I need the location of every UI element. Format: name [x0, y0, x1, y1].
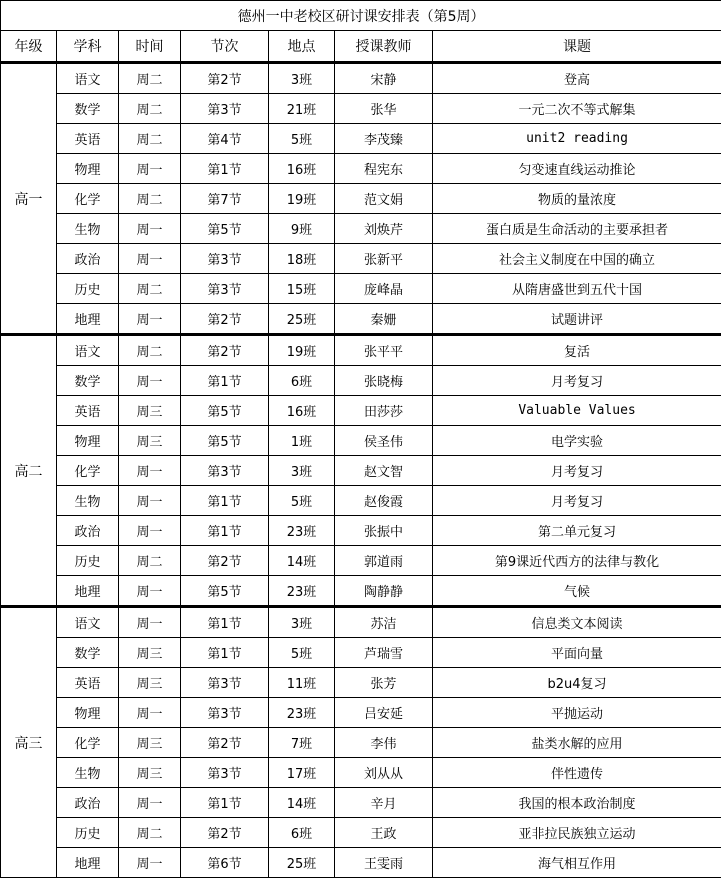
- table-row: [1, 546, 721, 576]
- day-cell: 周一: [119, 244, 181, 274]
- location-cell: 3班: [269, 456, 335, 486]
- table-row: [1, 638, 721, 668]
- subject-cell: 英语: [57, 668, 119, 698]
- location-cell: 5班: [269, 486, 335, 516]
- teacher-cell: 陶静静: [335, 576, 433, 607]
- teacher-cell: 张平平: [335, 335, 433, 366]
- teacher-cell: 程宪东: [335, 154, 433, 184]
- day-cell: 周一: [119, 366, 181, 396]
- period-cell: 第4节: [181, 124, 269, 154]
- topic-cell: 蛋白质是生命活动的主要承担者: [433, 214, 721, 244]
- period-cell: 第3节: [181, 698, 269, 728]
- table-row: [1, 486, 721, 516]
- subject-cell: 生物: [57, 214, 119, 244]
- table-row: [1, 214, 721, 244]
- table-row: [1, 516, 721, 546]
- day-cell: 周一: [119, 607, 181, 638]
- day-cell: 周二: [119, 818, 181, 848]
- day-cell: 周二: [119, 184, 181, 214]
- topic-cell: 第二单元复习: [433, 516, 721, 546]
- location-cell: 7班: [269, 728, 335, 758]
- subject-cell: 英语: [57, 396, 119, 426]
- subject-cell: 数学: [57, 638, 119, 668]
- header-day: 时间: [119, 31, 181, 63]
- day-cell: 周一: [119, 304, 181, 335]
- location-cell: 17班: [269, 758, 335, 788]
- page-title: 德州一中老校区研讨课安排表（第5周）: [1, 1, 721, 31]
- location-cell: 5班: [269, 124, 335, 154]
- topic-cell: b2u4复习: [433, 668, 721, 698]
- subject-cell: 数学: [57, 366, 119, 396]
- location-cell: 23班: [269, 576, 335, 607]
- day-cell: 周三: [119, 638, 181, 668]
- teacher-cell: 王政: [335, 818, 433, 848]
- location-cell: 5班: [269, 638, 335, 668]
- table-row: [1, 426, 721, 456]
- topic-cell: 电学实验: [433, 426, 721, 456]
- topic-cell: 匀变速直线运动推论: [433, 154, 721, 184]
- subject-cell: 生物: [57, 486, 119, 516]
- day-cell: 周一: [119, 214, 181, 244]
- topic-cell: unit2 reading: [433, 124, 721, 154]
- period-cell: 第2节: [181, 335, 269, 366]
- topic-cell: 海气相互作用: [433, 848, 721, 878]
- period-cell: 第3节: [181, 456, 269, 486]
- day-cell: 周一: [119, 154, 181, 184]
- header-subject: 学科: [57, 31, 119, 63]
- location-cell: 3班: [269, 63, 335, 94]
- topic-cell: 一元二次不等式解集: [433, 94, 721, 124]
- topic-cell: 第9课近代西方的法律与教化: [433, 546, 721, 576]
- period-cell: 第1节: [181, 486, 269, 516]
- period-cell: 第3节: [181, 244, 269, 274]
- title-row: [1, 1, 721, 31]
- day-cell: 周二: [119, 63, 181, 94]
- teacher-cell: 刘从从: [335, 758, 433, 788]
- location-cell: 18班: [269, 244, 335, 274]
- location-cell: 6班: [269, 818, 335, 848]
- day-cell: 周一: [119, 788, 181, 818]
- teacher-cell: 秦姗: [335, 304, 433, 335]
- subject-cell: 数学: [57, 94, 119, 124]
- table-row: [1, 304, 721, 335]
- table-row: [1, 94, 721, 124]
- teacher-cell: 李伟: [335, 728, 433, 758]
- topic-cell: 月考复习: [433, 366, 721, 396]
- subject-cell: 化学: [57, 456, 119, 486]
- period-cell: 第2节: [181, 546, 269, 576]
- table-row: [1, 335, 721, 366]
- teacher-cell: 吕安延: [335, 698, 433, 728]
- table-row: [1, 728, 721, 758]
- teacher-cell: 赵文智: [335, 456, 433, 486]
- subject-cell: 化学: [57, 184, 119, 214]
- day-cell: 周三: [119, 728, 181, 758]
- subject-cell: 语文: [57, 335, 119, 366]
- location-cell: 23班: [269, 516, 335, 546]
- subject-cell: 物理: [57, 154, 119, 184]
- table-row: [1, 668, 721, 698]
- location-cell: 25班: [269, 304, 335, 335]
- table-row: [1, 698, 721, 728]
- period-cell: 第5节: [181, 576, 269, 607]
- period-cell: 第5节: [181, 396, 269, 426]
- day-cell: 周一: [119, 848, 181, 878]
- teacher-cell: 赵俊霞: [335, 486, 433, 516]
- grade-cell: 高一: [1, 63, 57, 335]
- table-row: [1, 788, 721, 818]
- table-row: [1, 576, 721, 607]
- subject-cell: 地理: [57, 576, 119, 607]
- period-cell: 第1节: [181, 366, 269, 396]
- teacher-cell: 苏洁: [335, 607, 433, 638]
- teacher-cell: 刘焕芹: [335, 214, 433, 244]
- day-cell: 周三: [119, 668, 181, 698]
- teacher-cell: 侯圣伟: [335, 426, 433, 456]
- topic-cell: 信息类文本阅读: [433, 607, 721, 638]
- table-row: [1, 124, 721, 154]
- subject-cell: 地理: [57, 848, 119, 878]
- location-cell: 9班: [269, 214, 335, 244]
- subject-cell: 地理: [57, 304, 119, 335]
- day-cell: 周二: [119, 335, 181, 366]
- table-row: [1, 184, 721, 214]
- period-cell: 第1节: [181, 788, 269, 818]
- subject-cell: 政治: [57, 244, 119, 274]
- topic-cell: 伴性遗传: [433, 758, 721, 788]
- header-teacher: 授课教师: [335, 31, 433, 63]
- location-cell: 14班: [269, 546, 335, 576]
- day-cell: 周三: [119, 426, 181, 456]
- table-row: [1, 607, 721, 638]
- teacher-cell: 宋静: [335, 63, 433, 94]
- header-period: 节次: [181, 31, 269, 63]
- topic-cell: 平抛运动: [433, 698, 721, 728]
- table-row: [1, 456, 721, 486]
- period-cell: 第1节: [181, 638, 269, 668]
- period-cell: 第2节: [181, 304, 269, 335]
- teacher-cell: 辛月: [335, 788, 433, 818]
- topic-cell: 平面向量: [433, 638, 721, 668]
- teacher-cell: 范文娟: [335, 184, 433, 214]
- period-cell: 第3节: [181, 668, 269, 698]
- topic-cell: 我国的根本政治制度: [433, 788, 721, 818]
- period-cell: 第2节: [181, 818, 269, 848]
- teacher-cell: 张华: [335, 94, 433, 124]
- table-row: [1, 396, 721, 426]
- topic-cell: 从隋唐盛世到五代十国: [433, 274, 721, 304]
- table-row: [1, 848, 721, 878]
- subject-cell: 化学: [57, 728, 119, 758]
- location-cell: 16班: [269, 396, 335, 426]
- teacher-cell: 芦瑞雪: [335, 638, 433, 668]
- grade-cell: 高三: [1, 607, 57, 878]
- period-cell: 第5节: [181, 426, 269, 456]
- grade-cell: 高二: [1, 335, 57, 607]
- period-cell: 第2节: [181, 728, 269, 758]
- location-cell: 11班: [269, 668, 335, 698]
- topic-cell: 气候: [433, 576, 721, 607]
- subject-cell: 历史: [57, 274, 119, 304]
- day-cell: 周一: [119, 698, 181, 728]
- period-cell: 第1节: [181, 607, 269, 638]
- location-cell: 21班: [269, 94, 335, 124]
- topic-cell: 社会主义制度在中国的确立: [433, 244, 721, 274]
- location-cell: 14班: [269, 788, 335, 818]
- subject-cell: 语文: [57, 63, 119, 94]
- period-cell: 第1节: [181, 154, 269, 184]
- table-row: [1, 758, 721, 788]
- teacher-cell: 张振中: [335, 516, 433, 546]
- subject-cell: 物理: [57, 426, 119, 456]
- teacher-cell: 张芳: [335, 668, 433, 698]
- topic-cell: 登高: [433, 63, 721, 94]
- table-row: [1, 818, 721, 848]
- teacher-cell: 张新平: [335, 244, 433, 274]
- period-cell: 第6节: [181, 848, 269, 878]
- subject-cell: 物理: [57, 698, 119, 728]
- day-cell: 周一: [119, 486, 181, 516]
- teacher-cell: 田莎莎: [335, 396, 433, 426]
- location-cell: 15班: [269, 274, 335, 304]
- day-cell: 周二: [119, 546, 181, 576]
- location-cell: 23班: [269, 698, 335, 728]
- period-cell: 第7节: [181, 184, 269, 214]
- teacher-cell: 王雯雨: [335, 848, 433, 878]
- topic-cell: 物质的量浓度: [433, 184, 721, 214]
- topic-cell: 盐类水解的应用: [433, 728, 721, 758]
- day-cell: 周一: [119, 456, 181, 486]
- location-cell: 16班: [269, 154, 335, 184]
- table-row: [1, 63, 721, 94]
- location-cell: 6班: [269, 366, 335, 396]
- period-cell: 第3节: [181, 94, 269, 124]
- location-cell: 19班: [269, 335, 335, 366]
- subject-cell: 政治: [57, 788, 119, 818]
- period-cell: 第1节: [181, 516, 269, 546]
- period-cell: 第3节: [181, 274, 269, 304]
- schedule-body: [1, 1, 721, 878]
- subject-cell: 历史: [57, 546, 119, 576]
- topic-cell: 月考复习: [433, 486, 721, 516]
- header-location: 地点: [269, 31, 335, 63]
- day-cell: 周二: [119, 94, 181, 124]
- period-cell: 第2节: [181, 63, 269, 94]
- header-grade: 年级: [1, 31, 57, 63]
- day-cell: 周三: [119, 396, 181, 426]
- subject-cell: 政治: [57, 516, 119, 546]
- header-row: [1, 31, 721, 63]
- topic-cell: 复活: [433, 335, 721, 366]
- topic-cell: 亚非拉民族独立运动: [433, 818, 721, 848]
- header-topic: 课题: [433, 31, 721, 63]
- day-cell: 周三: [119, 758, 181, 788]
- table-row: [1, 366, 721, 396]
- day-cell: 周二: [119, 274, 181, 304]
- subject-cell: 生物: [57, 758, 119, 788]
- teacher-cell: 庞峰晶: [335, 274, 433, 304]
- teacher-cell: 张晓梅: [335, 366, 433, 396]
- location-cell: 3班: [269, 607, 335, 638]
- teacher-cell: 李茂臻: [335, 124, 433, 154]
- topic-cell: Valuable Values: [433, 396, 721, 426]
- location-cell: 19班: [269, 184, 335, 214]
- table-row: [1, 154, 721, 184]
- subject-cell: 历史: [57, 818, 119, 848]
- day-cell: 周一: [119, 516, 181, 546]
- subject-cell: 语文: [57, 607, 119, 638]
- teacher-cell: 郭道雨: [335, 546, 433, 576]
- table-row: [1, 244, 721, 274]
- period-cell: 第3节: [181, 758, 269, 788]
- period-cell: 第5节: [181, 214, 269, 244]
- table-row: [1, 274, 721, 304]
- location-cell: 1班: [269, 426, 335, 456]
- day-cell: 周二: [119, 124, 181, 154]
- topic-cell: 月考复习: [433, 456, 721, 486]
- topic-cell: 试题讲评: [433, 304, 721, 335]
- subject-cell: 英语: [57, 124, 119, 154]
- location-cell: 25班: [269, 848, 335, 878]
- day-cell: 周一: [119, 576, 181, 607]
